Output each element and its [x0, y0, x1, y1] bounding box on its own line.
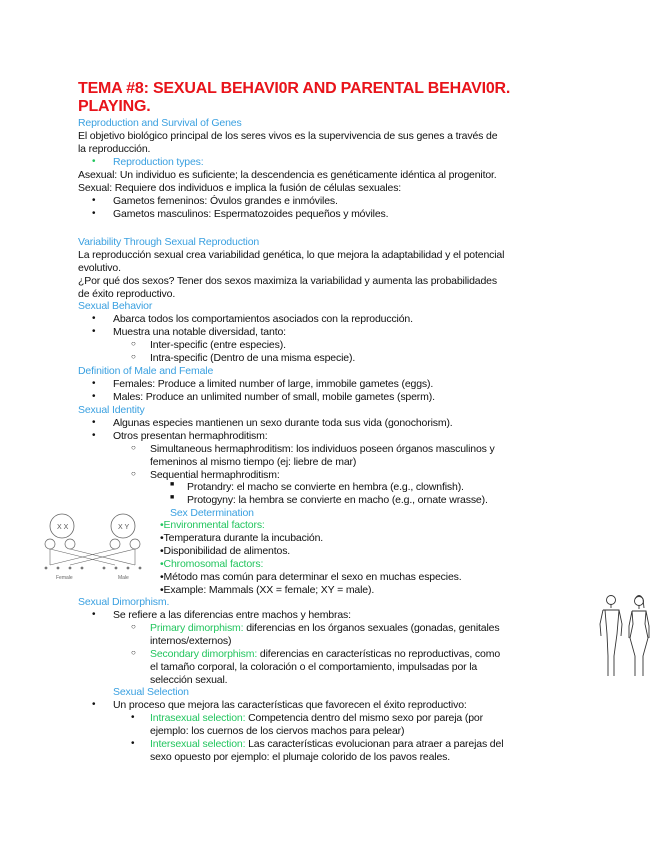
- bullet-icon: •: [92, 195, 96, 206]
- paragraph: Asexual: Un individuo es suficiente; la descendencia es genéticamente idéntica al progenitor.: [78, 169, 497, 181]
- circle-bullet-icon: ○: [131, 352, 136, 361]
- bullet-icon: •: [92, 313, 96, 324]
- section-heading: Reproduction and Survival of Genes: [78, 117, 242, 129]
- list-item: •Example: Mammals (XX = female; XY = male).: [160, 584, 375, 596]
- svg-text:X Y: X Y: [118, 524, 130, 531]
- list-item: Protandry: el macho se convierte en hembra (e.g., clownfish).: [187, 481, 464, 493]
- list-item: internos/externos): [150, 635, 232, 647]
- list-item: Algunas especies mantienen un sexo durante toda sus vida (gonochorism).: [113, 417, 453, 429]
- list-item: Intersexual selection: Las características evolucionan para atraer a parejas del: [150, 738, 504, 750]
- list-item: Abarca todos los comportamientos asociados con la reproducción.: [113, 313, 413, 325]
- bullet-icon: •: [92, 156, 96, 167]
- list-item: •Environmental factors:: [160, 519, 265, 531]
- list-item: Protogyny: la hembra se convierte en macho (e.g., ornate wrasse).: [187, 494, 488, 506]
- human-figures-illustration: [598, 594, 654, 680]
- female-label: Female: [56, 575, 73, 581]
- paragraph: ¿Por qué dos sexos? Tener dos sexos maximiza la variabilidad y aumenta las probabilidades: [78, 275, 497, 287]
- list-item: Se refiere a las diferencias entre machos y hembras:: [113, 609, 351, 621]
- bullet-icon: •: [92, 378, 96, 389]
- page-title: TEMA #8: SEXUAL BEHAVI0R AND PARENTAL BEHAVI0R. PLAYING.: [78, 80, 511, 115]
- paragraph: de éxito reproductivo.: [78, 288, 176, 300]
- svg-text:X X: X X: [57, 524, 69, 531]
- circle-bullet-icon: ○: [131, 648, 136, 657]
- list-item: •Chromosomal factors:: [160, 558, 264, 570]
- list-item: •Método mas común para determinar el sexo en muchas especies.: [160, 571, 462, 583]
- list-item: Otros presentan hermaphroditism:: [113, 430, 268, 442]
- bullet-icon: •: [92, 609, 96, 620]
- section-heading: Sexual Dimorphism.: [78, 596, 170, 608]
- paragraph: la reproducción.: [78, 143, 151, 155]
- paragraph: El objetivo biológico principal de los seres vivos es la supervivencia de sus genes a través de: [78, 130, 498, 142]
- list-item: Sequential hermaphroditism:: [150, 469, 280, 481]
- list-item: Males: Produce an unlimited number of small, mobile gametes (sperm).: [113, 391, 435, 403]
- section-heading: Sexual Identity: [78, 404, 145, 416]
- list-item: •Disponibilidad de alimentos.: [160, 545, 291, 557]
- list-item: Inter-specific (entre especies).: [150, 339, 286, 351]
- bullet-icon: •: [92, 208, 96, 219]
- list-item: Reproduction types:: [113, 156, 204, 168]
- paragraph: Sexual: Requiere dos individuos e implica la fusión de células sexuales:: [78, 182, 402, 194]
- bullet-icon: •: [92, 430, 96, 441]
- paragraph: La reproducción sexual crea variabilidad genética, lo que mejora la adaptabilidad y el potencial: [78, 249, 505, 261]
- section-heading: Definition of Male and Female: [78, 365, 214, 377]
- list-item: Un proceso que mejora las características que favorecen el éxito reproductivo:: [113, 699, 467, 711]
- list-item: Gametos femeninos: Óvulos grandes e inmóviles.: [113, 195, 338, 207]
- list-item: Females: Produce a limited number of large, immobile gametes (eggs).: [113, 378, 434, 390]
- male-label: Male: [118, 575, 129, 581]
- bullet-icon: •: [92, 391, 96, 402]
- list-item: ejemplo: los cuernos de los ciervos machos para pelear): [150, 725, 405, 737]
- paragraph: evolutivo.: [78, 262, 121, 274]
- list-item: Muestra una notable diversidad, tanto:: [113, 326, 286, 338]
- square-bullet-icon: ■: [170, 481, 175, 488]
- list-item: el tamaño corporal, la coloración o el comportamiento, impulsadas por la: [150, 661, 478, 673]
- section-heading: Sexual Behavior: [78, 300, 153, 312]
- circle-bullet-icon: ○: [131, 339, 136, 348]
- list-item: Primary dimorphism: diferencias en los órganos sexuales (gonadas, genitales: [150, 622, 500, 634]
- bullet-icon: •: [131, 712, 135, 723]
- chromosome-diagram: [40, 510, 150, 582]
- list-item: Intra-specific (Dentro de una misma especie).: [150, 352, 356, 364]
- circle-bullet-icon: ○: [131, 469, 136, 478]
- list-item: Secondary dimorphism: diferencias en características no reproductivas, como: [150, 648, 501, 660]
- list-item: Simultaneous hermaphroditism: los individuos poseen órganos masculinos y: [150, 443, 495, 455]
- bullet-icon: •: [92, 417, 96, 428]
- bullet-icon: •: [92, 699, 96, 710]
- square-bullet-icon: ■: [170, 494, 175, 501]
- list-item: selección sexual.: [150, 674, 228, 686]
- list-item: femeninos al mismo tiempo (ej: liebre de mar): [150, 456, 357, 468]
- list-item: sexo opuesto por ejemplo: el plumaje colorido de los pavos reales.: [150, 751, 451, 763]
- bullet-icon: •: [131, 738, 135, 749]
- circle-bullet-icon: ○: [131, 622, 136, 631]
- list-item: Intrasexual selection: Competencia dentro del mismo sexo por pareja (por: [150, 712, 483, 724]
- circle-bullet-icon: ○: [131, 443, 136, 452]
- section-heading: Sexual Selection: [113, 686, 189, 698]
- list-item: •Temperatura durante la incubación.: [160, 532, 324, 544]
- section-heading: Sex Determination: [170, 507, 254, 519]
- bullet-icon: •: [92, 326, 96, 337]
- list-item: Gametos masculinos: Espermatozoides pequeños y móviles.: [113, 208, 389, 220]
- section-heading: Variability Through Sexual Reproduction: [78, 236, 260, 248]
